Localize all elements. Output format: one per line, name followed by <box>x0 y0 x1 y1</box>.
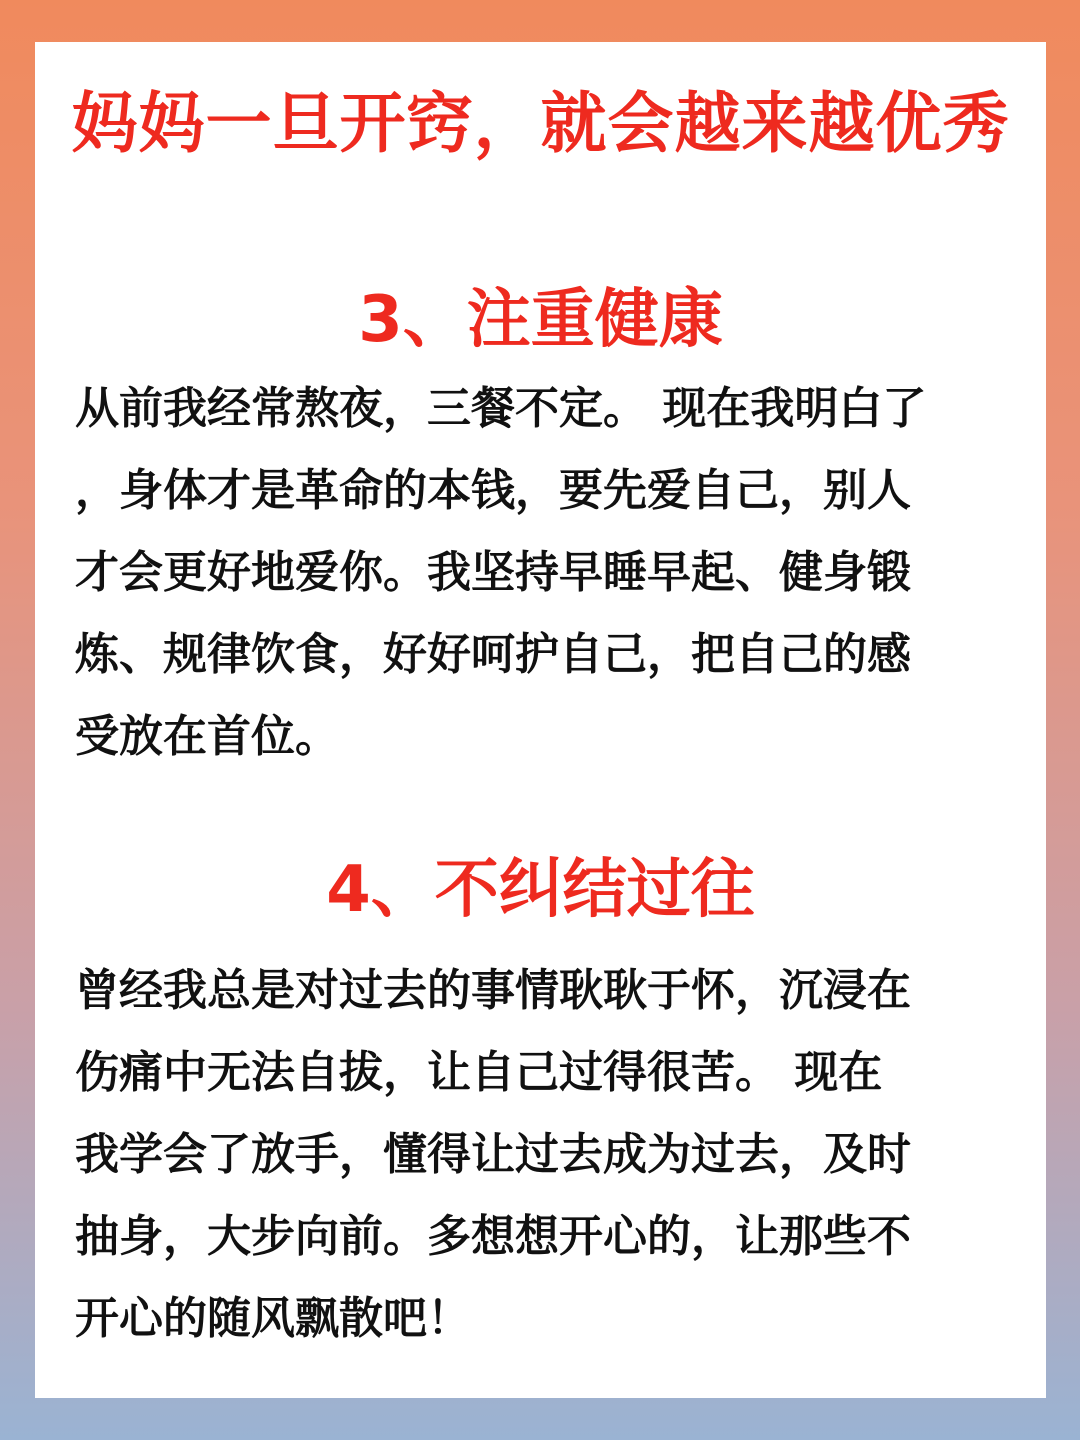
body-line: 从前我经常熬夜，三餐不定。 现在我明白了 <box>75 383 927 434</box>
section-heading-past: 4、不纠结过往 <box>326 853 755 927</box>
body-line: 炼、规律饮食，好好呵护自己，把自己的感 <box>75 629 911 680</box>
content-card <box>35 42 1046 1398</box>
body-line: 伤痛中无法自拔，让自己过得很苦。 现在 <box>75 1047 883 1098</box>
page-title: 妈妈一旦开窍，就会越来越优秀 <box>71 85 1010 162</box>
body-line: 受放在首位。 <box>75 711 339 762</box>
body-line: 抽身，大步向前。多想想开心的，让那些不 <box>75 1211 911 1262</box>
body-line: 我学会了放手，懂得让过去成为过去，及时 <box>75 1129 911 1180</box>
section-body-past <box>75 950 1005 1360</box>
body-line: 曾经我总是对过去的事情耿耿于怀，沉浸在 <box>75 965 911 1016</box>
body-line: 开心的随风飘散吧！ <box>75 1293 471 1344</box>
body-line: ，身体才是革命的本钱，要先爱自己，别人 <box>75 465 911 516</box>
section-heading-health: 3、注重健康 <box>358 283 723 357</box>
section-body-health <box>75 368 1005 778</box>
body-line: 才会更好地爱你。我坚持早睡早起、健身锻 <box>75 547 911 598</box>
